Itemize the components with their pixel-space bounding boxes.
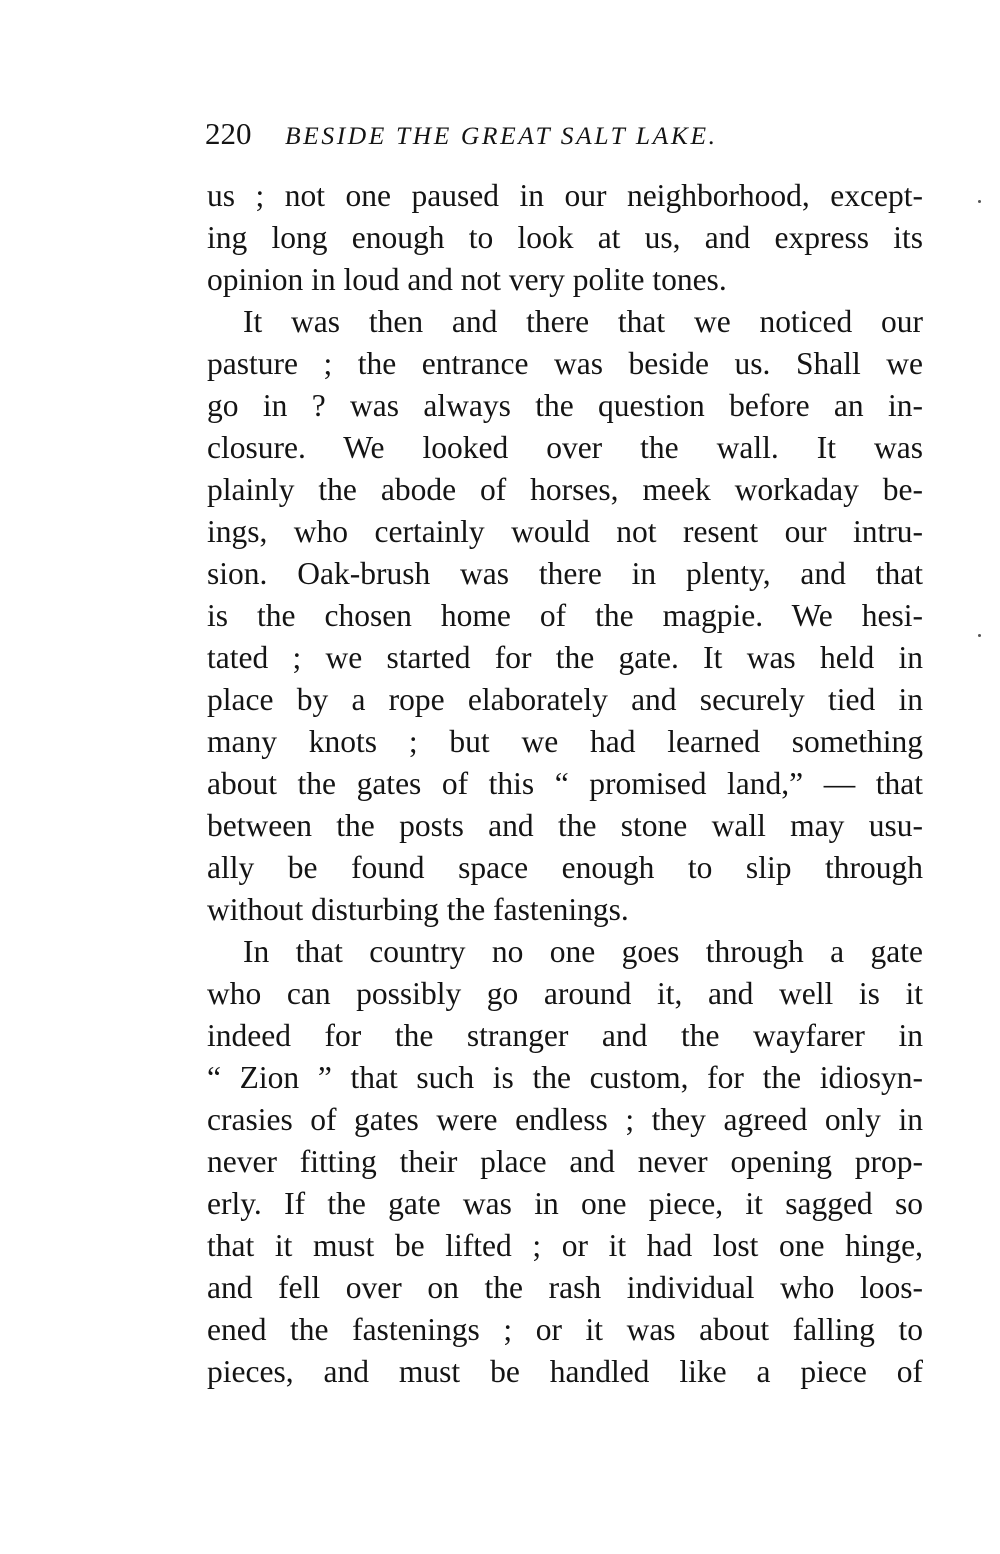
text-line: pieces, and must be handled like a piece of [207,1354,923,1389]
text-line: many knots ; but we had learned something [207,724,923,759]
text-line: about the gates of this “ promised land,” — that [207,766,923,801]
text-line: who can possibly go around it, and well is it [207,976,923,1011]
text-line: between the posts and the stone wall may usu- [207,808,923,843]
text-line: ally be found space enough to slip through [207,850,923,885]
running-title: BESIDE THE GREAT SALT LAKE. [285,121,718,150]
text-line: erly. If the gate was in one piece, it sagged so [207,1186,923,1221]
text-line: tated ; we started for the gate. It was held in [207,640,923,675]
text-line: opinion in loud and not very polite tones. [207,262,727,297]
page-number: 220 [205,116,252,151]
text-line: without disturbing the fastenings. [207,892,629,927]
text-line: us ; not one paused in our neighborhood, except- [207,178,923,213]
text-line: closure. We looked over the wall. It was [207,430,923,465]
scan-speck [978,634,981,637]
paragraph-first-line: In that country no one goes through a gate [243,934,923,969]
text-line: sion. Oak-brush was there in plenty, and that [207,556,923,591]
text-line: “ Zion ” that such is the custom, for the idiosyn- [207,1060,923,1095]
scan-speck [978,200,981,203]
text-line: that it must be lifted ; or it had lost one hinge, [207,1228,923,1263]
text-line: ened the fastenings ; or it was about falling to [207,1312,923,1347]
text-line: go in ? was always the question before an in- [207,388,923,423]
text-line: indeed for the stranger and the wayfarer in [207,1018,923,1053]
paragraph-first-line: It was then and there that we noticed our [243,304,923,339]
text-line: is the chosen home of the magpie. We hesi- [207,598,923,633]
text-line: plainly the abode of horses, meek workaday be- [207,472,923,507]
text-line: pasture ; the entrance was beside us. Shall we [207,346,923,381]
running-header [205,112,925,156]
text-line: never fitting their place and never opening prop- [207,1144,923,1179]
text-line: ings, who certainly would not resent our intru- [207,514,923,549]
text-line: crasies of gates were endless ; they agreed only in [207,1102,923,1137]
text-line: ing long enough to look at us, and express its [207,220,923,255]
text-line: place by a rope elaborately and securely tied in [207,682,923,717]
text-line: and fell over on the rash individual who loos- [207,1270,923,1305]
